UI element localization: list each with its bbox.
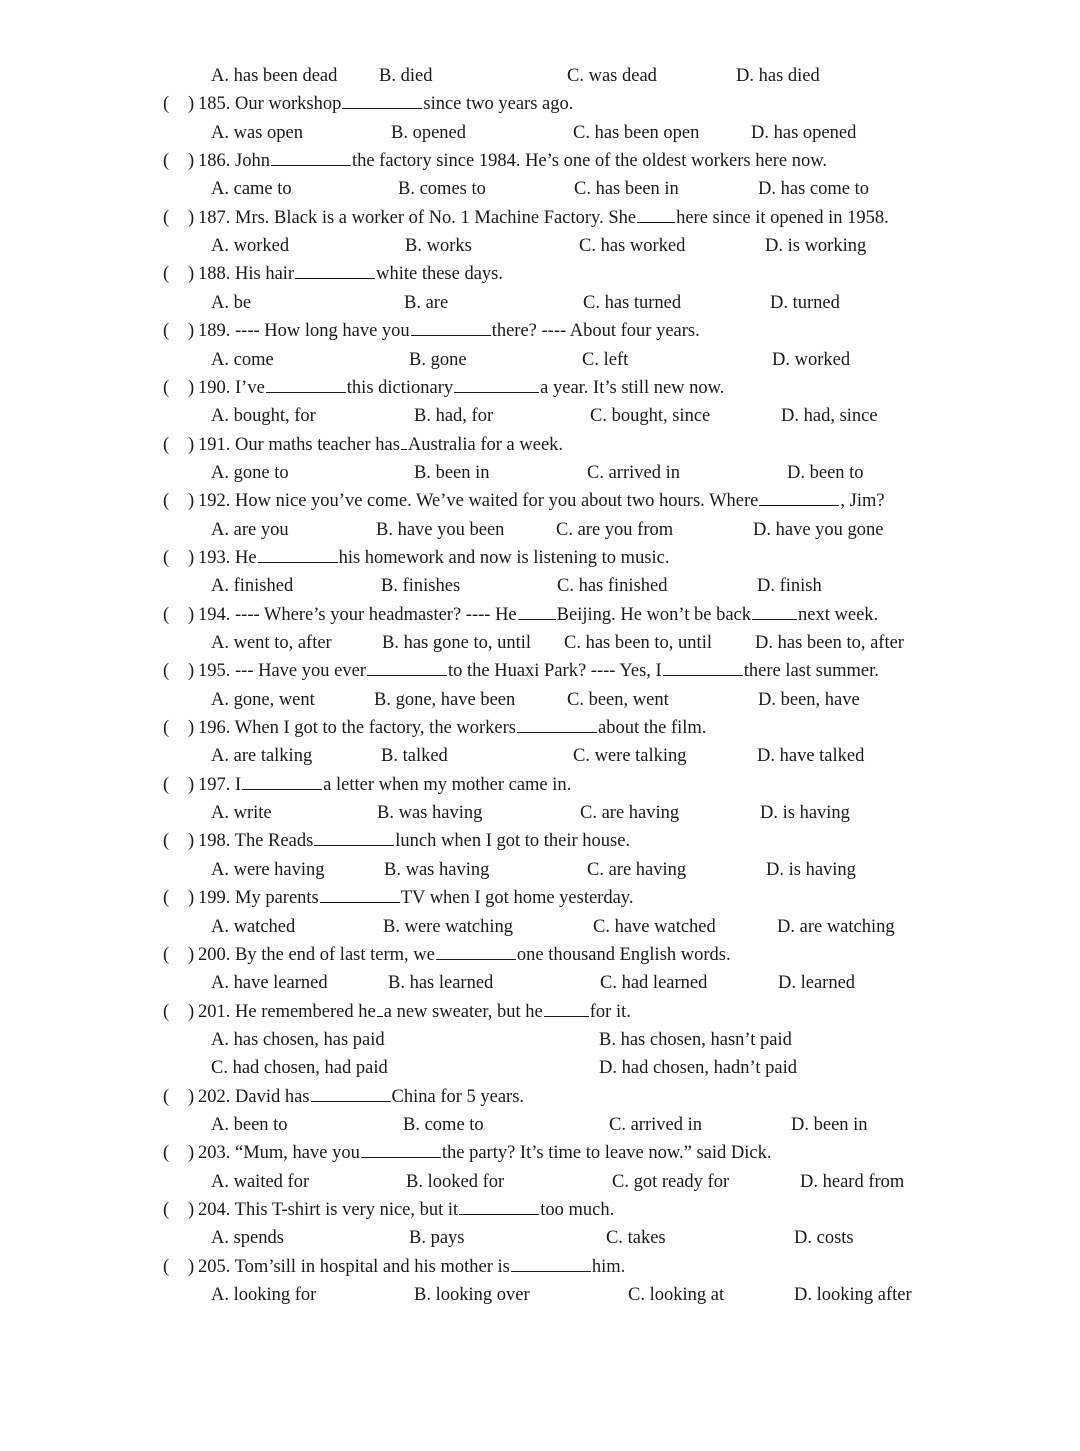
answer-option: D. costs bbox=[794, 1228, 854, 1249]
answer-option: B. pays bbox=[409, 1228, 465, 1249]
answer-paren-open: ( bbox=[163, 1256, 170, 1277]
answer-paren-open: ( bbox=[163, 377, 170, 398]
question-text-segment: 186. John bbox=[198, 151, 270, 172]
question-text bbox=[198, 601, 878, 629]
answer-blank bbox=[266, 374, 346, 393]
answer-paren-close: ) bbox=[188, 1001, 195, 1022]
answer-option: B. has chosen, hasn’t paid bbox=[599, 1029, 792, 1050]
answer-paren-close: ) bbox=[188, 321, 195, 342]
question-text-segment: next week. bbox=[798, 604, 879, 625]
question-text-segment: to the Huaxi Park? ---- Yes, I bbox=[447, 661, 662, 682]
options-row bbox=[0, 175, 1080, 203]
answer-paren-close: ) bbox=[188, 774, 195, 795]
answer-option: A. watched bbox=[211, 916, 296, 937]
answer-option: C. has been in bbox=[574, 179, 679, 200]
question-text bbox=[198, 941, 731, 969]
answer-option: B. works bbox=[405, 236, 472, 257]
answer-option: D. been in bbox=[791, 1114, 868, 1135]
question-text-segment: 196. When I got to the factory, the workers bbox=[198, 718, 517, 739]
question-text-segment: TV when I got home yesterday. bbox=[400, 888, 634, 909]
answer-blank bbox=[242, 771, 322, 790]
answer-option: C. had chosen, had paid bbox=[211, 1058, 388, 1079]
answer-option: C. are having bbox=[580, 803, 680, 824]
question-text-segment: too much. bbox=[540, 1200, 615, 1220]
question-text bbox=[198, 90, 573, 118]
answer-paren-open: ( bbox=[163, 151, 170, 172]
answer-blank bbox=[518, 601, 556, 620]
answer-blank bbox=[361, 1139, 441, 1158]
answer-option: C. arrived in bbox=[609, 1114, 702, 1135]
answer-paren-close: ) bbox=[188, 944, 195, 965]
options-row bbox=[0, 856, 1080, 884]
question-text bbox=[198, 657, 879, 685]
answer-option: C. takes bbox=[606, 1228, 666, 1249]
question-row bbox=[0, 884, 1080, 912]
question-text bbox=[198, 1253, 625, 1281]
answer-blank bbox=[295, 260, 375, 279]
answer-paren-open: ( bbox=[163, 547, 170, 568]
options-row bbox=[0, 742, 1080, 770]
answer-blank bbox=[454, 374, 539, 393]
answer-option: C. are having bbox=[587, 859, 687, 880]
answer-option: B. have you been bbox=[376, 519, 505, 540]
question-text-segment: about the film. bbox=[598, 718, 707, 739]
answer-paren-close: ) bbox=[188, 491, 195, 512]
question-text bbox=[198, 998, 631, 1026]
answer-blank bbox=[436, 941, 516, 960]
answer-option: B. talked bbox=[381, 746, 448, 767]
answer-option: C. has turned bbox=[583, 292, 682, 313]
answer-option: B. been in bbox=[414, 462, 490, 483]
options-row bbox=[0, 62, 1080, 90]
answer-option: D. learned bbox=[778, 973, 856, 994]
question-text bbox=[198, 827, 630, 855]
answer-option: B. come to bbox=[403, 1114, 484, 1135]
answer-option: B. looked for bbox=[406, 1171, 505, 1192]
answer-paren-close: ) bbox=[188, 831, 195, 852]
answer-paren-open: ( bbox=[163, 661, 170, 682]
question-text bbox=[198, 1139, 772, 1167]
question-text-segment: , Jim? bbox=[840, 491, 885, 512]
answer-blank bbox=[342, 90, 422, 109]
question-text-segment: 199. My parents bbox=[198, 888, 319, 909]
question-row bbox=[0, 941, 1080, 969]
answer-option: A. gone, went bbox=[211, 689, 315, 710]
answer-paren-close: ) bbox=[188, 264, 195, 285]
answer-option: A. been to bbox=[211, 1114, 288, 1135]
question-text bbox=[198, 374, 724, 402]
options-row bbox=[0, 1281, 1080, 1309]
answer-blank bbox=[258, 544, 338, 563]
question-text-segment: the factory since 1984. He’s one of the oldest workers here now. bbox=[351, 151, 827, 172]
question-text-segment: Beijing. He won’t be back bbox=[556, 604, 752, 625]
answer-option: B. had, for bbox=[414, 406, 494, 427]
question-text-segment: a year. It’s still new now. bbox=[540, 377, 725, 398]
answer-option: D. is having bbox=[760, 803, 850, 824]
answer-option: D. have you gone bbox=[753, 519, 884, 540]
answer-paren-close: ) bbox=[188, 1200, 195, 1220]
options-row bbox=[0, 629, 1080, 657]
question-text bbox=[198, 884, 633, 912]
answer-option: B. gone bbox=[409, 349, 467, 370]
answer-option: C. looking at bbox=[628, 1285, 725, 1306]
answer-blank bbox=[311, 1083, 391, 1102]
question-text-segment: 197. I bbox=[198, 774, 242, 795]
answer-option: B. were watching bbox=[383, 916, 513, 937]
answer-option: B. has gone to, until bbox=[382, 633, 532, 653]
answer-paren-open: ( bbox=[163, 604, 170, 625]
question-text-segment: since two years ago. bbox=[423, 94, 574, 115]
answer-paren-open: ( bbox=[163, 831, 170, 852]
answer-option: B. was having bbox=[377, 803, 483, 824]
answer-option: D. is working bbox=[765, 236, 867, 257]
question-text-segment: 191. Our maths teacher has bbox=[198, 434, 400, 455]
answer-option: A. finished bbox=[211, 576, 294, 597]
answer-option: A. have learned bbox=[211, 973, 328, 994]
answer-option: D. heard from bbox=[800, 1171, 905, 1192]
answer-paren-open: ( bbox=[163, 718, 170, 739]
answer-option: C. bought, since bbox=[590, 406, 711, 427]
question-text-segment: here since it opened in 1958. bbox=[676, 207, 889, 228]
answer-option: B. comes to bbox=[398, 179, 486, 200]
answer-option: B. opened bbox=[391, 122, 467, 143]
answer-paren-open: ( bbox=[163, 944, 170, 965]
answer-option: C. been, went bbox=[567, 689, 669, 710]
options-row bbox=[0, 799, 1080, 827]
question-text-segment: white these days. bbox=[376, 264, 503, 285]
answer-option: A. gone to bbox=[211, 462, 289, 483]
answer-paren-open: ( bbox=[163, 1143, 170, 1164]
question-text bbox=[198, 714, 706, 742]
question-text-segment: 190. I’ve bbox=[198, 377, 265, 398]
answer-blank bbox=[752, 601, 797, 620]
answer-option: D. looking after bbox=[794, 1285, 912, 1306]
question-row bbox=[0, 998, 1080, 1026]
answer-option: C. have watched bbox=[593, 916, 716, 937]
answer-option: D. turned bbox=[770, 292, 840, 313]
answer-paren-open: ( bbox=[163, 264, 170, 285]
question-text-segment: 203. “Mum, have you bbox=[198, 1143, 360, 1164]
question-row bbox=[0, 1139, 1080, 1167]
answer-paren-close: ) bbox=[188, 547, 195, 568]
question-row bbox=[0, 771, 1080, 799]
answer-option: A. has chosen, has paid bbox=[211, 1029, 385, 1050]
answer-option: A. came to bbox=[211, 179, 292, 200]
question-row bbox=[0, 374, 1080, 402]
question-text-segment: 205. Tom’sill in hospital and his mother is bbox=[198, 1256, 510, 1277]
answer-paren-open: ( bbox=[163, 774, 170, 795]
answer-option: C. has been open bbox=[573, 122, 700, 143]
question-row bbox=[0, 204, 1080, 232]
answer-blank bbox=[637, 204, 675, 223]
answer-option: A. looking for bbox=[211, 1285, 317, 1306]
answer-option: B. finishes bbox=[381, 576, 461, 597]
answer-option: D. had chosen, hadn’t paid bbox=[599, 1058, 797, 1079]
question-row bbox=[0, 317, 1080, 345]
answer-blank bbox=[759, 487, 839, 506]
answer-paren-close: ) bbox=[188, 661, 195, 682]
question-text bbox=[198, 260, 503, 288]
answer-option: A. went to, after bbox=[211, 633, 332, 653]
answer-option: A. were having bbox=[211, 859, 325, 880]
question-row bbox=[0, 827, 1080, 855]
answer-option: D. have talked bbox=[757, 746, 865, 767]
answer-option: A. come bbox=[211, 349, 274, 370]
answer-option: D. has opened bbox=[751, 122, 857, 143]
answer-blank bbox=[401, 431, 407, 450]
question-text-segment: 201. He remembered he bbox=[198, 1001, 376, 1022]
answer-paren-close: ) bbox=[188, 1256, 195, 1277]
options-row bbox=[0, 516, 1080, 544]
question-text-segment: a new sweater, but he bbox=[383, 1001, 543, 1022]
answer-option: C. has finished bbox=[557, 576, 668, 597]
answer-option: B. was having bbox=[384, 859, 490, 880]
answer-option: D. been to bbox=[787, 462, 864, 483]
answer-option: C. got ready for bbox=[612, 1171, 730, 1192]
question-text-segment: China for 5 years. bbox=[391, 1086, 525, 1107]
answer-paren-close: ) bbox=[188, 94, 195, 115]
question-text-segment: 198. The Reads bbox=[198, 831, 314, 852]
answer-option: C. was dead bbox=[567, 66, 657, 86]
question-text-segment: 204. This T-shirt is very nice, but it bbox=[198, 1200, 459, 1220]
answer-blank bbox=[544, 998, 589, 1017]
question-text bbox=[198, 1196, 614, 1224]
options-row bbox=[0, 686, 1080, 714]
answer-paren-close: ) bbox=[188, 151, 195, 172]
answer-paren-open: ( bbox=[163, 321, 170, 342]
answer-option: A. are you bbox=[211, 519, 289, 540]
answer-blank bbox=[511, 1253, 591, 1272]
options-row bbox=[0, 346, 1080, 374]
answer-paren-close: ) bbox=[188, 1143, 195, 1164]
question-text-segment: 202. David has bbox=[198, 1086, 310, 1107]
question-row bbox=[0, 601, 1080, 629]
options-row bbox=[0, 1111, 1080, 1139]
answer-option: C. had learned bbox=[600, 973, 708, 994]
options-row bbox=[0, 402, 1080, 430]
question-text-segment: 185. Our workshop bbox=[198, 94, 342, 115]
answer-paren-close: ) bbox=[188, 434, 195, 455]
answer-option: D. worked bbox=[772, 349, 851, 370]
question-text bbox=[198, 1083, 524, 1111]
answer-paren-open: ( bbox=[163, 1200, 170, 1220]
answer-paren-open: ( bbox=[163, 888, 170, 909]
options-row bbox=[0, 1026, 1080, 1054]
answer-option: C. has been to, until bbox=[564, 633, 712, 653]
question-row bbox=[0, 260, 1080, 288]
answer-option: A. write bbox=[211, 803, 272, 824]
answer-option: D. is having bbox=[766, 859, 856, 880]
answer-blank bbox=[517, 714, 597, 733]
question-text-segment: 189. ---- How long have you bbox=[198, 321, 410, 342]
question-text-segment: the party? It’s time to leave now.” said Dick. bbox=[441, 1143, 772, 1164]
answer-option: D. has died bbox=[736, 66, 820, 86]
answer-paren-open: ( bbox=[163, 434, 170, 455]
question-text-segment: there last summer. bbox=[743, 661, 879, 682]
options-row bbox=[0, 289, 1080, 317]
answer-option: B. looking over bbox=[414, 1285, 530, 1306]
answer-paren-open: ( bbox=[163, 94, 170, 115]
question-text-segment: his homework and now is listening to music. bbox=[338, 547, 670, 568]
answer-option: A. waited for bbox=[211, 1171, 310, 1192]
answer-option: A. has been dead bbox=[211, 66, 338, 86]
question-row bbox=[0, 657, 1080, 685]
answer-blank bbox=[663, 657, 743, 676]
answer-option: A. bought, for bbox=[211, 406, 316, 427]
question-row bbox=[0, 487, 1080, 515]
answer-option: A. are talking bbox=[211, 746, 313, 767]
answer-option: A. worked bbox=[211, 236, 290, 257]
question-text bbox=[198, 317, 700, 345]
answer-blank bbox=[320, 884, 400, 903]
answer-option: D. had, since bbox=[781, 406, 878, 427]
question-text-segment: for it. bbox=[589, 1001, 631, 1022]
question-text-segment: him. bbox=[591, 1256, 626, 1277]
answer-option: C. arrived in bbox=[587, 462, 680, 483]
answer-option: C. are you from bbox=[556, 519, 674, 540]
answer-option: B. are bbox=[404, 292, 449, 313]
question-text-segment: 188. His hair bbox=[198, 264, 295, 285]
answer-option: B. gone, have been bbox=[374, 689, 516, 710]
answer-blank bbox=[367, 657, 447, 676]
options-row bbox=[0, 1054, 1080, 1082]
question-text bbox=[198, 204, 889, 232]
answer-paren-open: ( bbox=[163, 207, 170, 228]
options-row bbox=[0, 459, 1080, 487]
question-text-segment: 200. By the end of last term, we bbox=[198, 944, 435, 965]
question-text bbox=[198, 771, 571, 799]
question-text-segment: lunch when I got to their house. bbox=[395, 831, 631, 852]
options-row bbox=[0, 119, 1080, 147]
answer-option: B. has learned bbox=[388, 973, 494, 994]
question-row bbox=[0, 714, 1080, 742]
question-text-segment: 192. How nice you’ve come. We’ve waited for you about two hours. Where bbox=[198, 491, 759, 512]
options-row bbox=[0, 969, 1080, 997]
answer-option: D. has been to, after bbox=[755, 633, 904, 653]
question-text-segment: a letter when my mother came in. bbox=[323, 774, 572, 795]
question-row bbox=[0, 544, 1080, 572]
answer-blank bbox=[314, 827, 394, 846]
question-text bbox=[198, 544, 670, 572]
question-row bbox=[0, 1196, 1080, 1224]
question-text bbox=[198, 147, 827, 175]
answer-blank bbox=[459, 1196, 539, 1215]
question-text-segment: Australia for a week. bbox=[407, 434, 564, 455]
answer-paren-open: ( bbox=[163, 1086, 170, 1107]
answer-option: A. spends bbox=[211, 1228, 284, 1249]
answer-paren-close: ) bbox=[188, 888, 195, 909]
answer-blank bbox=[271, 147, 351, 166]
answer-paren-open: ( bbox=[163, 491, 170, 512]
answer-option: D. has come to bbox=[758, 179, 869, 200]
question-text-segment: 193. He bbox=[198, 547, 257, 568]
answer-paren-close: ) bbox=[188, 604, 195, 625]
answer-option: D. finish bbox=[757, 576, 822, 597]
question-row bbox=[0, 90, 1080, 118]
answer-paren-close: ) bbox=[188, 718, 195, 739]
answer-paren-open: ( bbox=[163, 1001, 170, 1022]
question-text-segment: 187. Mrs. Black is a worker of No. 1 Machine Factory. She bbox=[198, 207, 637, 228]
answer-option: C. has worked bbox=[579, 236, 686, 257]
question-text-segment: there? ---- About four years. bbox=[491, 321, 700, 342]
question-row bbox=[0, 1083, 1080, 1111]
answer-option: A. be bbox=[211, 292, 252, 313]
answer-option: C. were talking bbox=[573, 746, 687, 767]
options-row bbox=[0, 1168, 1080, 1196]
question-text-segment: 195. --- Have you ever bbox=[198, 661, 366, 682]
question-row bbox=[0, 1253, 1080, 1281]
answer-option: D. are watching bbox=[777, 916, 895, 937]
answer-option: B. died bbox=[379, 66, 433, 86]
options-row bbox=[0, 913, 1080, 941]
answer-option: C. left bbox=[582, 349, 629, 370]
question-text-segment: 194. ---- Where’s your headmaster? ---- He bbox=[198, 604, 517, 625]
answer-blank bbox=[377, 998, 383, 1017]
answer-blank bbox=[411, 317, 491, 336]
question-text bbox=[198, 487, 885, 515]
answer-option: D. been, have bbox=[758, 689, 860, 710]
options-row bbox=[0, 232, 1080, 260]
question-text-segment: this dictionary bbox=[346, 377, 454, 398]
options-row bbox=[0, 572, 1080, 600]
question-row bbox=[0, 431, 1080, 459]
options-row bbox=[0, 1224, 1080, 1252]
question-text bbox=[198, 431, 563, 459]
answer-option: A. was open bbox=[211, 122, 303, 143]
question-row bbox=[0, 147, 1080, 175]
answer-paren-close: ) bbox=[188, 1086, 195, 1107]
answer-paren-close: ) bbox=[188, 207, 195, 228]
question-text-segment: one thousand English words. bbox=[516, 944, 731, 965]
answer-paren-close: ) bbox=[188, 377, 195, 398]
